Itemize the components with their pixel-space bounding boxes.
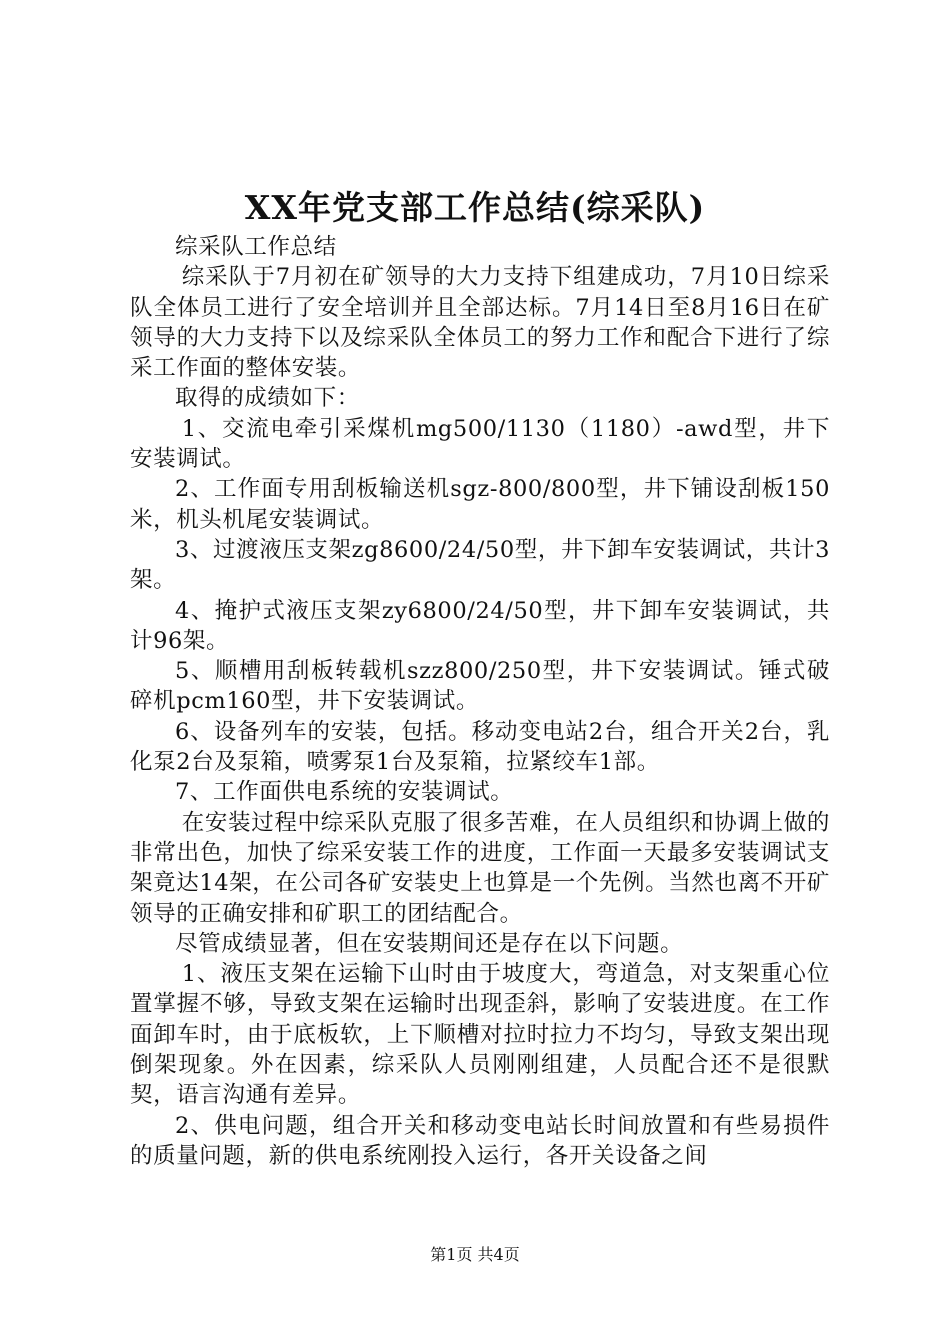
paragraph: 4、掩护式液压支架zy6800/24/50型，井下卸车安装调试，共计96架。 [130, 597, 830, 654]
page-footer: 第1页 共4页 [430, 1245, 520, 1264]
paragraph: 2、供电问题，组合开关和移动变电站长时间放置和有些易损件的质量问题，新的供电系统刚投入运行，各开关设备之间 [130, 1112, 830, 1169]
paragraph: 1、液压支架在运输下山时由于坡度大，弯道急，对支架重心位置掌握不够，导致支架在运输时出现歪斜，影响了安装进度。在工作面卸车时，由于底板软，上下顺槽对拉时拉力不均匀，导致支架出现倒架现象。外在因素，综采队人员刚刚组建，人员配合还不是很默契，语言沟通有差异。 [130, 961, 830, 1109]
document-title: XX年党支部工作总结(综采队) [244, 188, 706, 227]
paragraph: 1、交流电牵引采煤机mg500/1130（1180）-awd型，井下安装调试。 [130, 415, 830, 473]
document-body [130, 232, 830, 1171]
paragraph: 2、工作面专用刮板输送机sgz-800/800型，井下铺设刮板150米，机头机尾安装调试。 [130, 476, 830, 533]
paragraph: 3、过渡液压支架zg8600/24/50型，井下卸车安装调试，共计3架。 [130, 536, 830, 594]
paragraph: 6、设备列车的安装，包括。移动变电站2台，组合开关2台，乳化泵2台及泵箱，喷雾泵1台及泵箱，拉紧绞车1部。 [130, 718, 830, 776]
paragraph: 取得的成绩如下： [175, 385, 360, 412]
paragraph: 综采队工作总结 [175, 234, 337, 260]
paragraph: 5、顺槽用刮板转载机szz800/250型，井下安装调试。锤式破碎机pcm160型，井下安装调试。 [130, 658, 830, 715]
paragraph: 7、工作面供电系统的安装调试。 [175, 779, 514, 806]
paragraph: 综采队于7月初在矿领导的大力支持下组建成功，7月10日综采队全体员工进行了安全培训并且全部达标。7月14日至8月16日在矿领导的大力支持下以及综采队全体员工的努力工作和配合下进行了综采工作面的整体安装。 [130, 264, 830, 382]
paragraph: 在安装过程中综采队克服了很多苦难，在人员组织和协调上做的非常出色，加快了综采安装工作的进度，工作面一天最多安装调试支架竟达14架，在公司各矿安装史上也算是一个先例。当然也离不开矿领导的正确安排和矿职工的团结配合。 [130, 809, 830, 927]
paragraph: 尽管成绩显著，但在安装期间还是存在以下问题。 [175, 930, 684, 957]
